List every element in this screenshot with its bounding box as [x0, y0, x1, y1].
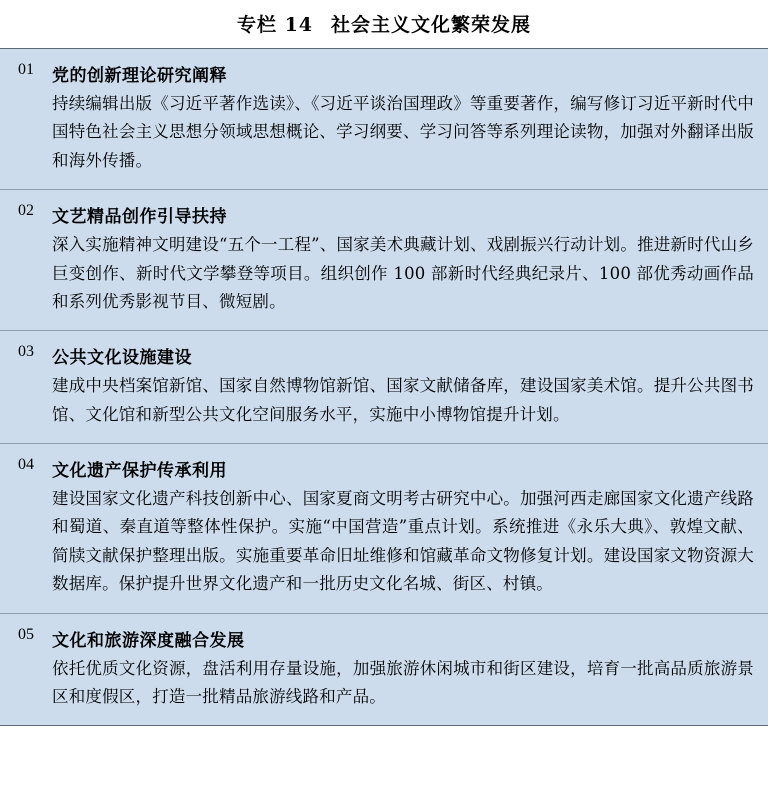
box-label: 专栏 14: [236, 14, 314, 36]
item-text: 持续编辑出版《习近平著作选读》、《习近平谈治国理政》等重要著作，编写修订习近平新时代中国特色社会主义思想分领域思想概论、学习纲要、学习问答等系列理论读物，加强对外翻译出版和海外传播。: [52, 94, 754, 170]
table-row: [0, 613, 768, 726]
item-number: 04: [0, 444, 52, 614]
box-title-text: 社会主义文化繁荣发展: [331, 14, 532, 36]
item-text: 深入实施精神文明建设“五个一工程”、国家美术典藏计划、戏剧振兴行动计划。推进新时代山乡巨变创作、新时代文学攀登等项目。组织创作 100 部新时代经典纪录片、100 部优秀动画作品和系列优秀影视节目、微短剧。: [52, 235, 754, 311]
table-row: [0, 331, 768, 444]
item-heading: 文艺精品创作引导扶持: [52, 207, 227, 228]
table-row: [0, 49, 768, 190]
page-title: [0, 0, 768, 48]
item-text: 建成中央档案馆新馆、国家自然博物馆新馆、国家文献储备库，建设国家美术馆。提升公共图书馆、文化馆和新型公共文化空间服务水平，实施中小博物馆提升计划。: [52, 376, 754, 424]
item-body: [52, 444, 768, 614]
items-table: [0, 48, 768, 726]
table-row: [0, 444, 768, 614]
item-number: 05: [0, 613, 52, 726]
item-number: 02: [0, 190, 52, 331]
item-text: 依托优质文化资源，盘活利用存量设施，加强旅游休闲城市和街区建设，培育一批高品质旅游景区和度假区，打造一批精品旅游线路和产品。: [52, 658, 754, 706]
item-heading: 文化和旅游深度融合发展: [52, 630, 245, 651]
item-body: [52, 190, 768, 331]
item-body: [52, 613, 768, 726]
item-text: 建设国家文化遗产科技创新中心、国家夏商文明考古研究中心。加强河西走廊国家文化遗产线路和蜀道、秦直道等整体性保护。实施“中国营造”重点计划。系统推进《永乐大典》、敦煌文献、简牍文献保护整理出版。实施重要革命旧址维修和馆藏革命文物修复计划。建设国家文物资源大数据库。保护提升世界文化遗产和一批历史文化名城、街区、村镇。: [52, 489, 754, 594]
item-heading: 公共文化设施建设: [52, 348, 192, 369]
item-heading: 党的创新理论研究阐释: [52, 66, 227, 86]
item-body: [52, 49, 768, 190]
item-number: 01: [0, 49, 52, 190]
table-row: [0, 190, 768, 331]
item-heading: 文化遗产保护传承利用: [52, 461, 227, 481]
item-number: 03: [0, 331, 52, 444]
item-body: [52, 331, 768, 444]
